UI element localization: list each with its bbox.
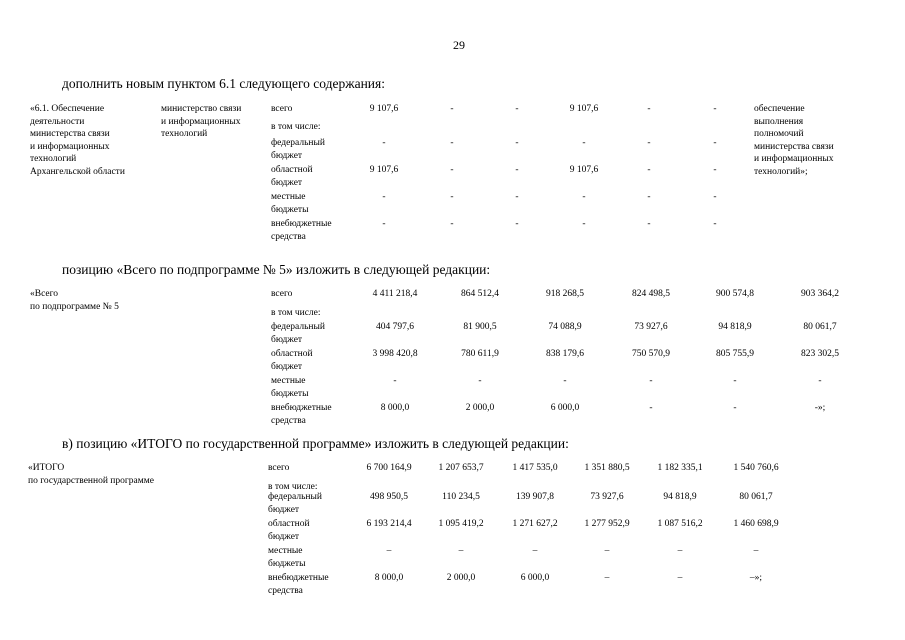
section1-row-value: -: [450, 165, 454, 175]
section1-row-value: -: [713, 138, 717, 148]
section1-row-value: -: [515, 138, 519, 148]
section2-row-value: 750 570,9: [632, 349, 670, 359]
section1-row-value: -: [515, 165, 519, 175]
section2-row-value: -: [649, 403, 653, 413]
section1-row-value: -: [382, 219, 386, 229]
section1-row-value: -: [515, 192, 519, 202]
section1-row-value: -: [713, 104, 717, 114]
section1-item-name: «6.1. Обеспечение деятельности министерства связи и информационных технологий Архангельской области: [30, 104, 125, 177]
section2-row-value: 864 512,4: [461, 289, 499, 299]
section1-row-value: -: [647, 104, 651, 114]
section1-row-value: -: [515, 219, 519, 229]
section2-row-value: 81 900,5: [463, 322, 497, 332]
section2-row-value: -: [393, 376, 397, 386]
section2-row-value: 94 818,9: [718, 322, 752, 332]
section2-row-value: 903 364,2: [801, 289, 839, 299]
section3-row-value: –: [532, 546, 538, 556]
section3-row-value: –: [604, 546, 610, 556]
section1-row-value: -: [713, 192, 717, 202]
section3-row-value: 2 000,0: [446, 573, 476, 583]
section3-row-label: федеральный бюджет: [268, 492, 322, 515]
section2-row-value: -: [733, 376, 737, 386]
section3-row-value: 139 907,8: [516, 492, 554, 502]
section1-row-value: -: [582, 219, 586, 229]
section3-row-value: –: [677, 573, 683, 583]
section3-row-value: –: [386, 546, 392, 556]
section3-row-value: 1 207 653,7: [438, 463, 484, 473]
section1-row-value: -: [515, 104, 519, 114]
section3-row-value: 1 460 698,9: [733, 519, 779, 529]
section2-row-value: -: [649, 376, 653, 386]
section3-row-value: 73 927,6: [590, 492, 624, 502]
section2-row-value: 4 411 218,4: [372, 289, 418, 299]
section1-row-value: -: [382, 138, 386, 148]
section2-heading: позицию «Всего по подпрограмме № 5» изложить в следующей редакции:: [62, 262, 491, 277]
section2-row-value: 6 000,0: [550, 403, 580, 413]
section3-row-label: внебюджетные средства: [268, 573, 329, 596]
section1-row-value: -: [713, 219, 717, 229]
section3-row-value: 1 540 760,6: [733, 463, 779, 473]
section1-row-label: всего: [271, 104, 293, 114]
section1-row-value: -: [713, 165, 717, 175]
section3-row-value: –: [604, 573, 610, 583]
section2-row-label: местные бюджеты: [271, 376, 309, 399]
section1-row-value: 9 107,6: [569, 165, 599, 175]
section1-row-value: -: [450, 192, 454, 202]
section1-row-value: -: [450, 219, 454, 229]
section1-result: обеспечение выполнения полномочий министерства связи и информационных технологий»;: [754, 104, 834, 177]
section2-row-value: -: [478, 376, 482, 386]
section3-row-value: 94 818,9: [663, 492, 697, 502]
section3-row-value: –»;: [749, 573, 763, 583]
page-number: 29: [453, 38, 465, 52]
section3-row-value: 6 700 164,9: [366, 463, 412, 473]
section3-row-value: 110 234,5: [442, 492, 480, 502]
section1-row-label: федеральный бюджет: [271, 138, 325, 161]
section1-row-value: 9 107,6: [569, 104, 599, 114]
section1-row-label: местные бюджеты: [271, 192, 309, 215]
section3-row-label: в том числе:: [268, 482, 318, 492]
section1-row-value: -: [450, 104, 454, 114]
section2-row-value: 8 000,0: [380, 403, 410, 413]
section3-row-value: –: [458, 546, 464, 556]
section2-item-name: «Всего по подпрограмме № 5: [30, 289, 119, 312]
section2-row-label: всего: [271, 289, 293, 299]
section1-row-value: -: [647, 165, 651, 175]
section3-row-value: –: [753, 546, 759, 556]
section3-row-value: 498 950,5: [370, 492, 408, 502]
section2-row-value: -»;: [814, 403, 826, 413]
section2-row-value: 823 302,5: [801, 349, 839, 359]
section2-row-value: -: [563, 376, 567, 386]
section3-heading: в) позицию «ИТОГО по государственной программе» изложить в следующей редакции:: [62, 436, 569, 451]
section1-row-value: -: [647, 219, 651, 229]
section1-heading: дополнить новым пунктом 6.1 следующего содержания:: [62, 76, 385, 91]
section2-row-value: 404 797,6: [376, 322, 414, 332]
section3-row-value: 1 182 335,1: [657, 463, 703, 473]
section1-row-value: 9 107,6: [369, 165, 399, 175]
section2-row-value: 74 088,9: [548, 322, 582, 332]
section2-row-value: 805 755,9: [716, 349, 754, 359]
section2-row-value: 73 927,6: [634, 322, 668, 332]
section2-row-label: в том числе:: [271, 308, 321, 318]
section3-row-value: 6 193 214,4: [366, 519, 412, 529]
section1-row-label: в том числе:: [271, 122, 321, 132]
section2-row-value: 918 268,5: [546, 289, 584, 299]
section1-row-label: внебюджетные средства: [271, 219, 332, 242]
section3-row-value: 1 087 516,2: [657, 519, 703, 529]
section3-row-value: 1 277 952,9: [584, 519, 630, 529]
section2-row-value: 2 000,0: [465, 403, 495, 413]
section2-row-value: 900 574,8: [716, 289, 754, 299]
section1-row-value: -: [382, 192, 386, 202]
section3-row-value: 6 000,0: [520, 573, 550, 583]
section2-row-value: 780 611,9: [461, 349, 499, 359]
section2-row-value: -: [818, 376, 822, 386]
section2-row-value: 838 179,6: [546, 349, 584, 359]
section1-row-value: -: [582, 138, 586, 148]
section1-row-value: -: [582, 192, 586, 202]
section3-row-label: областной бюджет: [268, 519, 310, 542]
section2-row-value: -: [733, 403, 737, 413]
section1-executor: министерство связи и информационных технологий: [161, 104, 242, 139]
section3-row-value: –: [677, 546, 683, 556]
section2-row-label: областной бюджет: [271, 349, 313, 372]
section3-row-label: местные бюджеты: [268, 546, 306, 569]
section1-row-label: областной бюджет: [271, 165, 313, 188]
section3-row-value: 80 061,7: [739, 492, 773, 502]
section2-row-label: федеральный бюджет: [271, 322, 325, 345]
section3-row-label: всего: [268, 463, 290, 473]
section1-row-value: -: [647, 138, 651, 148]
section3-row-value: 1 271 627,2: [512, 519, 558, 529]
section2-row-label: внебюджетные средства: [271, 403, 332, 426]
section3-row-value: 1 095 419,2: [438, 519, 484, 529]
section2-row-value: 824 498,5: [632, 289, 670, 299]
section3-row-value: 8 000,0: [374, 573, 404, 583]
section2-row-value: 3 998 420,8: [372, 349, 418, 359]
section1-row-value: -: [450, 138, 454, 148]
section3-row-value: 1 417 535,0: [512, 463, 558, 473]
section3-item-name: «ИТОГО по государственной программе: [28, 463, 154, 486]
section2-row-value: 80 061,7: [803, 322, 837, 332]
section1-row-value: -: [647, 192, 651, 202]
section3-row-value: 1 351 880,5: [584, 463, 630, 473]
section1-row-value: 9 107,6: [369, 104, 399, 114]
